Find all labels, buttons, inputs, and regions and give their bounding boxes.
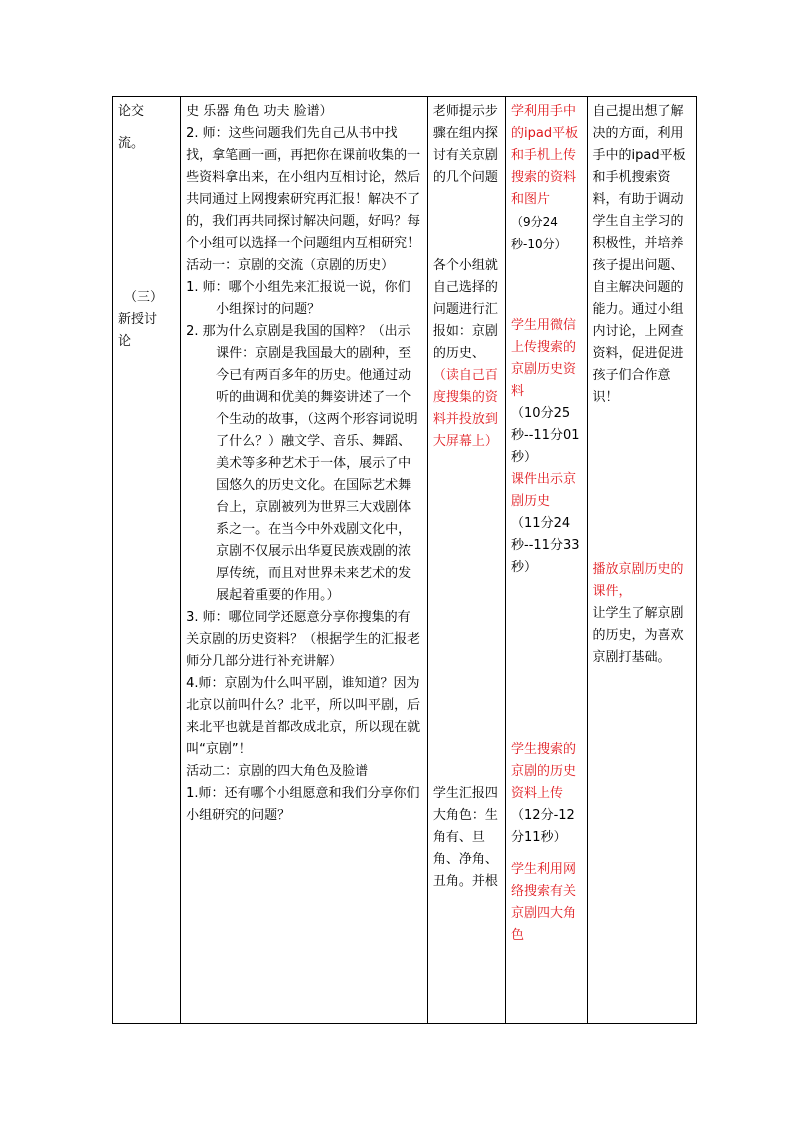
media-note-1: 学利用手中的ipad平板和手机上传搜索的资料和图片 <box>511 104 579 207</box>
activity-one-step-1: 1. 师：哪个小组先来汇报说一说，你们小组探讨的问题？ <box>186 280 411 317</box>
media-time-3: （11分24秒--11分33秒） <box>511 516 580 575</box>
stage-cell <box>113 97 181 1024</box>
activity-two-step-1: 1.师：还有哪个小组愿意和我们分享你们小组研究的问题？ <box>186 786 420 823</box>
section-title-line-1: 新授讨 <box>118 312 158 327</box>
media-usage-cell <box>506 97 588 1024</box>
media-time-4: （12分-12分11秒） <box>511 808 575 845</box>
stage-line-2: 流。 <box>118 136 145 151</box>
table-row <box>113 97 697 1024</box>
design-intent-2: 让学生了解京剧的历史，为喜欢京剧打基础。 <box>592 606 684 665</box>
design-intent-cell <box>587 97 696 1024</box>
student-activity-1: 老师提示步骤在组内探讨有关京剧的几个问题 <box>432 104 498 185</box>
stage-line-1: 论交 <box>118 104 145 119</box>
section-number: （三） <box>124 290 164 305</box>
media-note-5: 学生利用网络搜索有关京剧四大角色 <box>511 862 577 943</box>
activity-one-step-3: 3. 师：哪位同学还愿意分享你搜集的有关京剧的历史资料？（根据学生的汇报老师分几部分进行补充讲解） <box>186 610 421 669</box>
process-line-0: 史 乐器 角色 功夫 脸谱） <box>186 104 333 119</box>
media-note-4: 学生搜索的京剧的历史资料上传 <box>511 742 577 801</box>
media-time-2: （10分25秒--11分01秒） <box>511 406 580 465</box>
student-activity-cell <box>427 97 505 1024</box>
media-note-2: 学生用微信上传搜索的京剧历史资料 <box>511 318 577 399</box>
activity-one-step-2: 2. 那为什么京剧是我国的国粹？（出示课件：京剧是我国最大的剧种，至今已有两百多年的历史。他通过动听的曲调和优美的舞姿讲述了一个个生动的故事，（这两个形容词说明了什么？）融文学、音乐、舞蹈、美术等多种艺术于一体，展示了中国悠久的历史文化。在国际艺术舞台上，京剧被列为世界三大戏剧体系之一。在当今中外戏剧文化中，京剧不仅展示出华夏民族戏剧的浓厚传统，而且对世界未来艺术的发展起着重要的作用。） <box>186 324 418 603</box>
section-title-line-2: 论 <box>118 334 132 349</box>
media-time-1: （9分24秒-10分） <box>511 215 567 251</box>
activity-one-step-4: 4.师：京剧为什么叫平剧，谁知道？因为北京以前叫什么？北平，所以叫平剧，后来北平也就是首都改成北京，所以现在就叫“京剧”！ <box>186 676 421 757</box>
activity-one-title: 活动一：京剧的交流（京剧的历史） <box>186 258 395 273</box>
design-intent-2-highlight: 播放京剧历史的课件， <box>592 562 684 599</box>
media-note-3: 课件出示京剧历史 <box>511 472 577 509</box>
student-activity-3: 学生汇报四大角色：生角有、旦角、净角、丑角。并根 <box>432 786 498 889</box>
process-step-2: 2. 师：这些问题我们先自己从书中找找，拿笔画一画，再把你在课前收集的一些资料拿出来，在小组内互相讨论，然后共同通过上网搜索研究再汇报！解决不了的，我们再共同探讨解决问题，好吗？每个小组可以选择一个问题组内互相研究！ <box>186 126 421 251</box>
activity-two-title: 活动二：京剧的四大角色及脸谱 <box>186 764 369 779</box>
student-activity-2-note: （读自己百度搜集的资料并投放到大屏幕上） <box>432 368 498 449</box>
design-intent-1: 自己提出想了解决的方面，利用手中的ipad平板和手机搜索资料，有助于调动学生自主学习的积极性，并培养孩子提出问题、自主解决问题的能力。通过小组内讨论，上网查资料，促进促进孩子们合作意识！ <box>592 104 686 405</box>
student-activity-2: 各个小组就自己选择的问题进行汇报如：京剧的历史、 <box>432 258 498 361</box>
lesson-plan-table <box>112 96 697 1024</box>
teaching-process-cell <box>181 97 428 1024</box>
